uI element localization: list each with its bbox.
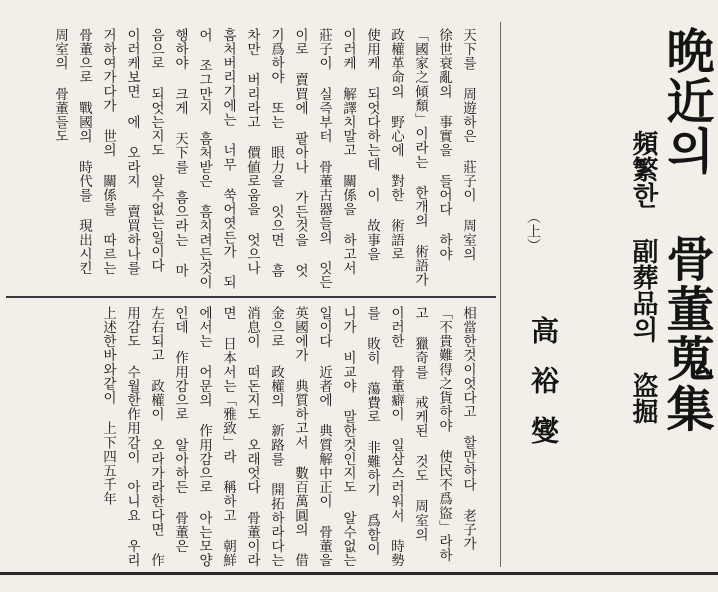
body-text-upper: 天下를 周遊하은 莊子이 周室의 徐世衰亂의 事實을 들어다 하야 「國家之傾頹」이라는 한개의 術語가 政權革命의 野心에 對한 術語로 使用케 되엇다하는데 이 故事을 이러케 解譯치말고 關係을 하고서 莊子이 실즉부터 骨董古器들의 잇든이로 賣買에 팔아나 가든것을 엇기爲하야 또는 眼力을 잇으면 흠차만 버리라고 價値로움을 엇으나 흠처버리기에는 너무 쑥어엿든가 되어 조그만지 흠처받은 흠치려든것이 행하야 크게 天下를 흠으라는 마음으로 되엇는지도 알수없는일이다 이러케보면 에 오라지 賣買하나를 거하여가다가 世의 關係를 따르는 骨董으로 戰國의 時代를 現出시킨 周室의 骨董들도 xyxy=(52,28,476,290)
article-title: 晩近의 骨董蒐集 xyxy=(658,26,714,434)
section-separator xyxy=(6,296,496,298)
author-name: 高裕燮 xyxy=(527,316,560,466)
bottom-rule xyxy=(0,572,718,575)
article-subtitle: 頻繁한 副葬品의 盗掘 xyxy=(628,130,658,424)
column-rule xyxy=(500,22,501,567)
body-text-lower: 相當한것이엇다고 할만하다 老子가「不貴難得之貨하야 使民不爲盜」라하고 獵奇를 戒케된 것도 周室의 이러한 骨董癖이 일삼스러워서 時勢를 敗히 蕩費로 非難하기 爲함이니가 비교야 말한것인지도 알수없는 일이다 近者에 典質解中正이 骨董을 英國에가 典質하고서 數百萬圓의 借金으로 政權의 新路를 開拓하라다는 消息이 떠돈지도 오래엇다 骨董이라면 日本서는「雅致」라 稱하고 朝鮮에서는 어문의 作用감으로 아는모양인데 作用감으로 알아하든 骨董은 左右되고 政權이 오라가라한다면 作用감도 수월한作用감이 아니요 우리 上述한바와같이 上下四五千年 xyxy=(100,306,476,568)
series-marker: （上） xyxy=(525,210,541,252)
